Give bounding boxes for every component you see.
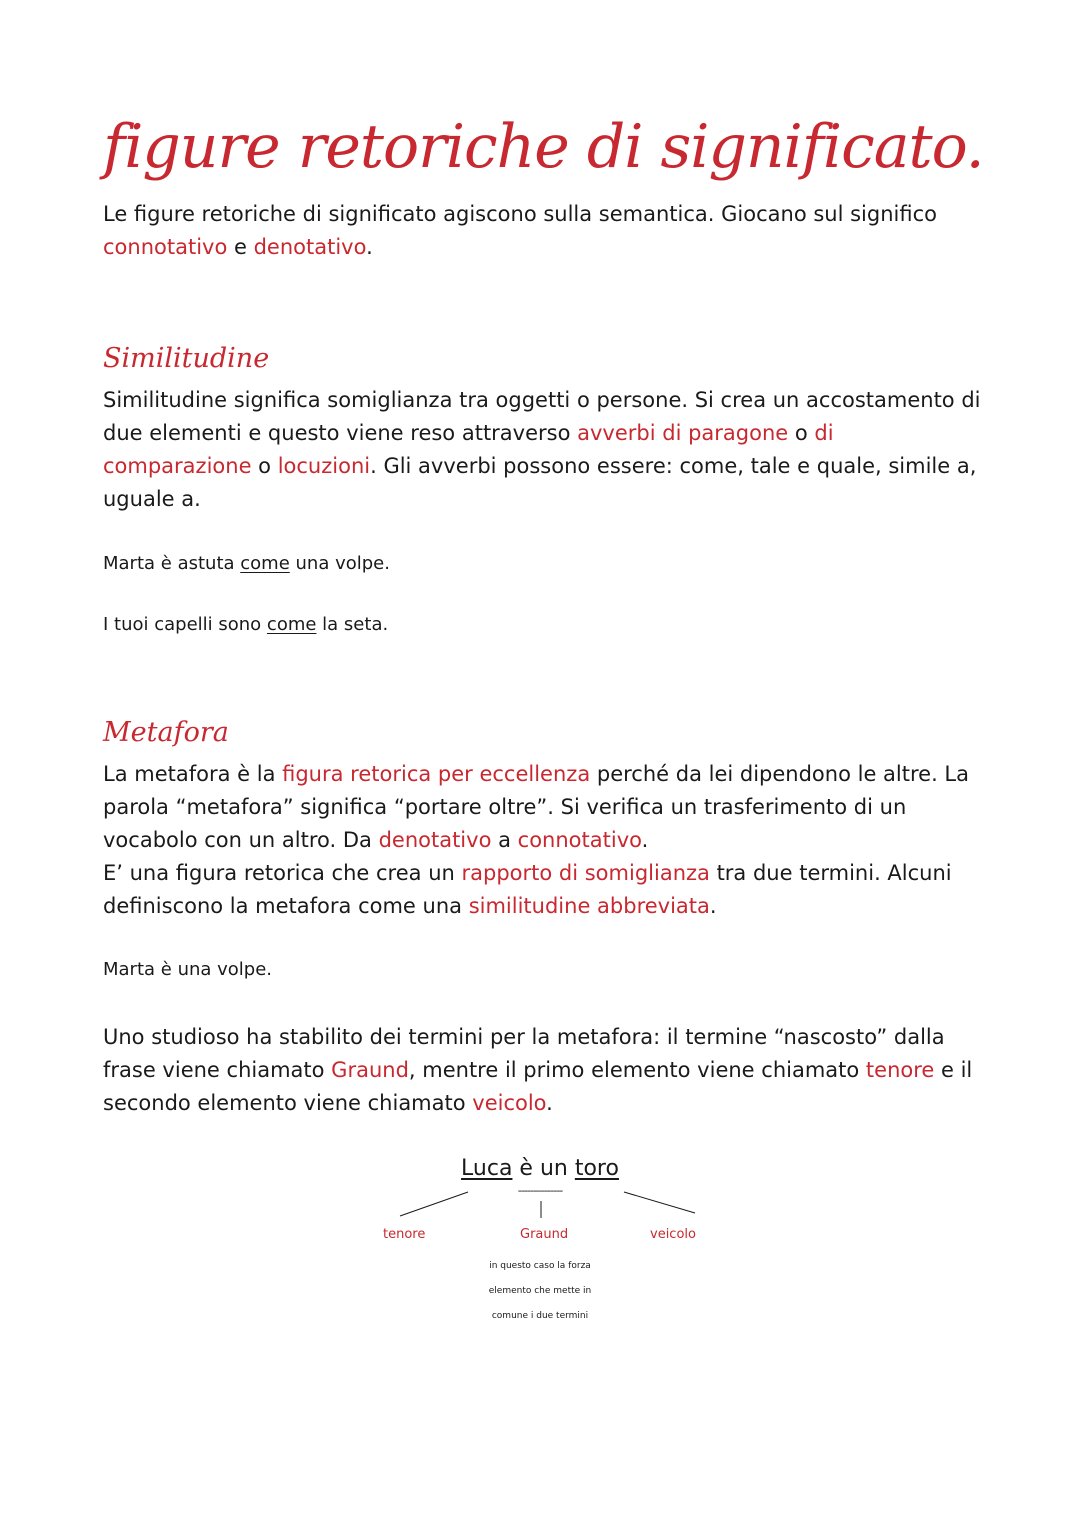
highlight-somiglianza: rapporto di somiglianza [461, 861, 710, 885]
diagram-label-graund: Graund [520, 1227, 569, 1242]
section-heading-metafora: Metafora [103, 717, 229, 748]
similitudine-text: . Gli avverbi possono essere: come, tale e quale, simile a, uguale a. [103, 454, 977, 511]
metafora-paragraph [103, 758, 983, 923]
diagram-note: comune i due termini [491, 1311, 589, 1321]
metafora-text: E’ una figura retorica che crea un [103, 861, 462, 885]
highlight-eccellenza: figura retorica per eccellenza [282, 762, 591, 786]
intro-text: e [227, 235, 254, 259]
diagram-sentence [370, 1154, 710, 1184]
example-text: Marta è astuta [103, 553, 241, 574]
metafora-text: , mentre il primo elemento viene chiamato [408, 1058, 866, 1082]
diagram-dashes: --------------- [517, 1184, 563, 1197]
page-title: figure retoriche di significato. [103, 112, 984, 182]
highlight-connotativo: connotativo [517, 828, 642, 852]
example-text: I tuoi capelli sono [103, 614, 267, 635]
metafora-text: e il secondo elemento viene chiamato [103, 1058, 973, 1115]
diagram-label-tenore: tenore [383, 1227, 426, 1242]
metafora-text: Uno studioso ha stabilito dei termini per la metafora: il termine “nascosto” dalla frase viene chiamato [103, 1025, 945, 1082]
diagram-note: in questo caso la forza [489, 1261, 591, 1271]
intro-text: . [366, 235, 373, 259]
diagram-word-veicolo: toro [574, 1156, 619, 1181]
metafora-text: . [709, 894, 717, 918]
example-text: la seta. [316, 614, 389, 635]
highlight-veicolo: veicolo [472, 1091, 547, 1115]
example-underlined-word: come [266, 614, 317, 635]
example-sentence [103, 551, 390, 577]
metaphor-diagram [370, 1152, 710, 1342]
metafora-text: . [546, 1091, 553, 1115]
intro-paragraph [103, 198, 983, 264]
similitudine-paragraph [103, 384, 983, 516]
highlight-denotativo: denotativo [378, 828, 492, 852]
highlight-connotativo: connotativo [103, 235, 228, 259]
diagram-word-link: è un [512, 1156, 575, 1181]
intro-text: Le figure retoriche di significato agiscono sulla semantica. Giocano sul significo [103, 202, 937, 226]
highlight-comparazione: di comparazione [103, 421, 834, 478]
example-text: una volpe. [289, 553, 390, 574]
metafora-text: . [641, 828, 649, 852]
section-heading-similitudine: Similitudine [103, 343, 270, 374]
similitudine-text: Similitudine significa somiglianza tra oggetti o persone. Si crea un accostamento di due elementi e questo viene reso attraverso [103, 388, 981, 445]
diagram-label-veicolo: veicolo [650, 1227, 696, 1242]
metafora-text: a [491, 828, 518, 852]
example-underlined-word: come [240, 553, 290, 574]
highlight-locuzioni: locuzioni [277, 454, 371, 478]
diagram-note: elemento che mette in [488, 1286, 592, 1296]
metafora-text: perché da lei dipendono le altre. La parola “metafora” significa “portare oltre”. Si verifica un trasferimento di un vocabolo con un altro. Da [103, 762, 969, 852]
highlight-denotativo: denotativo [253, 235, 367, 259]
example-sentence: Marta è una volpe. [103, 959, 273, 980]
similitudine-text: o [788, 421, 815, 445]
highlight-similitudine-abbreviata: similitudine abbreviata [468, 894, 710, 918]
example-sentence [103, 612, 388, 638]
highlight-graund: Graund [331, 1058, 409, 1082]
metafora-terms-paragraph [103, 1021, 983, 1120]
metafora-text: tra due termini. Alcuni definiscono la metafora come una [103, 861, 952, 918]
metafora-text: La metafora è la [103, 762, 283, 786]
diagram-word-tenore: Luca [461, 1156, 513, 1181]
similitudine-text: o [251, 454, 278, 478]
highlight-avverbi: avverbi di paragone [577, 421, 789, 445]
highlight-tenore: tenore [865, 1058, 935, 1082]
